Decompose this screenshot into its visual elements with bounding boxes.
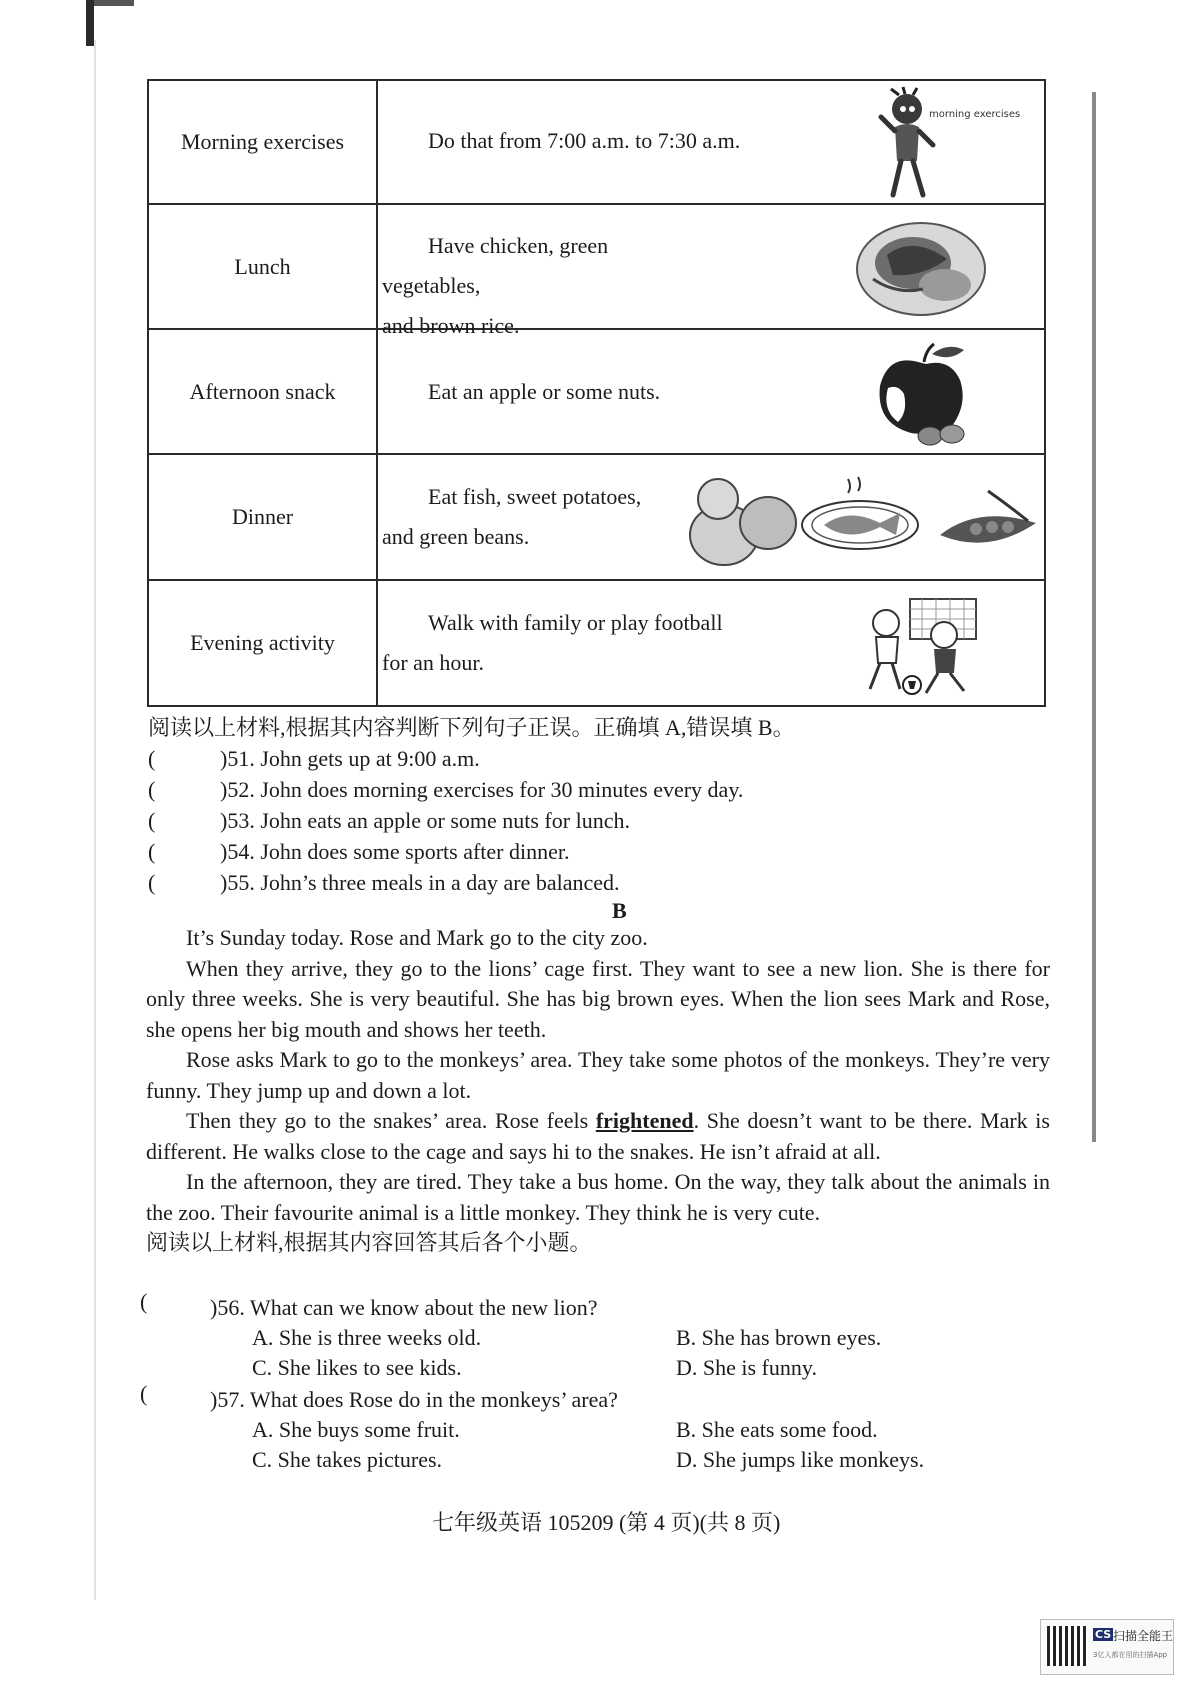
desc-line-1: Eat fish, sweet potatoes, [428, 484, 642, 509]
apple-nuts-icon [868, 340, 978, 450]
passage-paragraph: In the afternoon, they are tired. They take a bus home. On the way, they talk about the animals in the zoo. Their favourite animal is a little monkey. They think he is very cute. [146, 1169, 1050, 1225]
question-55 [148, 867, 795, 898]
underlined-word: frightened [595, 1108, 694, 1133]
row-description [377, 454, 1045, 580]
question-stem: )57. What does Rose do in the monkeys’ area? [210, 1387, 618, 1412]
question-56 [140, 1289, 1040, 1383]
answer-blank[interactable]: ( [148, 777, 156, 802]
question-53 [148, 805, 795, 836]
potatoes-fish-beans-icon [688, 465, 1048, 575]
row-label: Lunch [148, 204, 377, 329]
table-row [148, 329, 1045, 454]
option-a[interactable]: A. She is three weeks old. [252, 1325, 482, 1350]
scanner-app-watermark [1040, 1619, 1174, 1675]
row-label: Dinner [148, 454, 377, 580]
answer-blank[interactable]: ( [140, 1289, 148, 1314]
question-54 [148, 836, 795, 867]
answer-blank[interactable]: ( [148, 746, 156, 771]
passage-paragraph: Rose asks Mark to go to the monkeys’ area. They take some photos of the monkeys. They’re very funny. They jump up and down a lot. [146, 1047, 1050, 1103]
desc-line-2: for an hour. [382, 650, 485, 675]
desc-line-1: Do that from 7:00 a.m. to 7:30 a.m. [428, 128, 741, 153]
passage-paragraph: It’s Sunday today. Rose and Mark go to the city zoo. [186, 925, 648, 950]
scan-corner-mark [86, 0, 94, 46]
cs-logo-icon: CS [1095, 1628, 1112, 1641]
desc-line-1: Walk with family or play football [428, 610, 723, 635]
question-57 [140, 1381, 1040, 1475]
option-c[interactable]: C. She takes pictures. [252, 1447, 443, 1472]
option-d[interactable]: D. She jumps like monkeys. [676, 1447, 925, 1472]
scan-corner-mark-top [94, 0, 134, 6]
desc-line-2: and green beans. [382, 524, 530, 549]
answer-blank[interactable]: ( [148, 808, 156, 833]
option-d[interactable]: D. She is funny. [676, 1355, 817, 1380]
question-51 [148, 743, 795, 774]
page-footer: 七年级英语 105209 (第 4 页)(共 8 页) [432, 1510, 781, 1535]
question-text: )51. John gets up at 9:00 a.m. [220, 746, 480, 771]
app-name: 扫描全能王 [1113, 1629, 1174, 1643]
question-text: )53. John eats an apple or some nuts for lunch. [220, 808, 630, 833]
part-a-instruction: 阅读以上材料,根据其内容判断下列句子正误。正确填 A,错误填 B。 [148, 715, 795, 740]
question-text: )55. John’s three meals in a day are balanced. [220, 870, 620, 895]
passage-paragraph: When they arrive, they go to the lions’ cage first. They want to see a new lion. She is there for only three weeks. She is very beautiful. She has big brown eyes. When the lion sees Mark and Rose, she opens her big mouth and shows her teeth. [146, 955, 1050, 1042]
row-description [377, 580, 1045, 706]
qr-code-icon [1047, 1626, 1087, 1666]
answer-blank[interactable]: ( [140, 1381, 148, 1406]
question-text: )52. John does morning exercises for 30 minutes every day. [220, 777, 744, 802]
desc-line-2: and brown rice. [382, 313, 520, 338]
table-row [148, 204, 1045, 329]
row-label: Evening activity [148, 580, 377, 706]
answer-blank[interactable]: ( [148, 870, 156, 895]
scan-right-rule [1092, 92, 1096, 1142]
boy-exercising-icon [873, 87, 1021, 199]
row-label: Afternoon snack [148, 329, 377, 454]
row-description [377, 329, 1045, 454]
reading-passage-b [146, 923, 1050, 1259]
option-b[interactable]: B. She eats some food. [676, 1417, 878, 1442]
section-b-heading: B [612, 898, 627, 923]
question-stem: )56. What can we know about the new lion? [210, 1295, 598, 1320]
table-row [148, 580, 1045, 706]
desc-line-1: Eat an apple or some nuts. [428, 379, 661, 404]
table-row [148, 80, 1045, 204]
question-52 [148, 774, 795, 805]
option-a[interactable]: A. She buys some fruit. [252, 1417, 460, 1442]
app-tagline: 3亿人都在用的扫描App [1093, 1651, 1168, 1659]
part-b-instruction: 阅读以上材料,根据其内容回答其后各个小题。 [146, 1230, 592, 1255]
row-description [377, 80, 1045, 204]
row-description [377, 204, 1045, 338]
daily-schedule-table [147, 79, 1046, 707]
kids-football-icon [856, 593, 986, 698]
food-plate-icon [853, 215, 989, 320]
passage-paragraph: Then they go to the snakes’ area. Rose feels frightened. She doesn’t want to be there. Mark is different. He walks close to the cage and says hi to the snakes. He isn’t afraid at all. [146, 1108, 1050, 1164]
table-row [148, 454, 1045, 580]
option-c[interactable]: C. She likes to see kids. [252, 1355, 462, 1380]
desc-line-1: Have chicken, green vegetables, [382, 233, 609, 298]
scan-left-edge [94, 40, 96, 1600]
row-label: Morning exercises [148, 80, 377, 204]
part-a-questions [148, 712, 795, 898]
option-b[interactable]: B. She has brown eyes. [676, 1325, 882, 1350]
morning-exercises-doodle-text: morning exercises [929, 109, 1021, 120]
answer-blank[interactable]: ( [148, 839, 156, 864]
question-text: )54. John does some sports after dinner. [220, 839, 570, 864]
